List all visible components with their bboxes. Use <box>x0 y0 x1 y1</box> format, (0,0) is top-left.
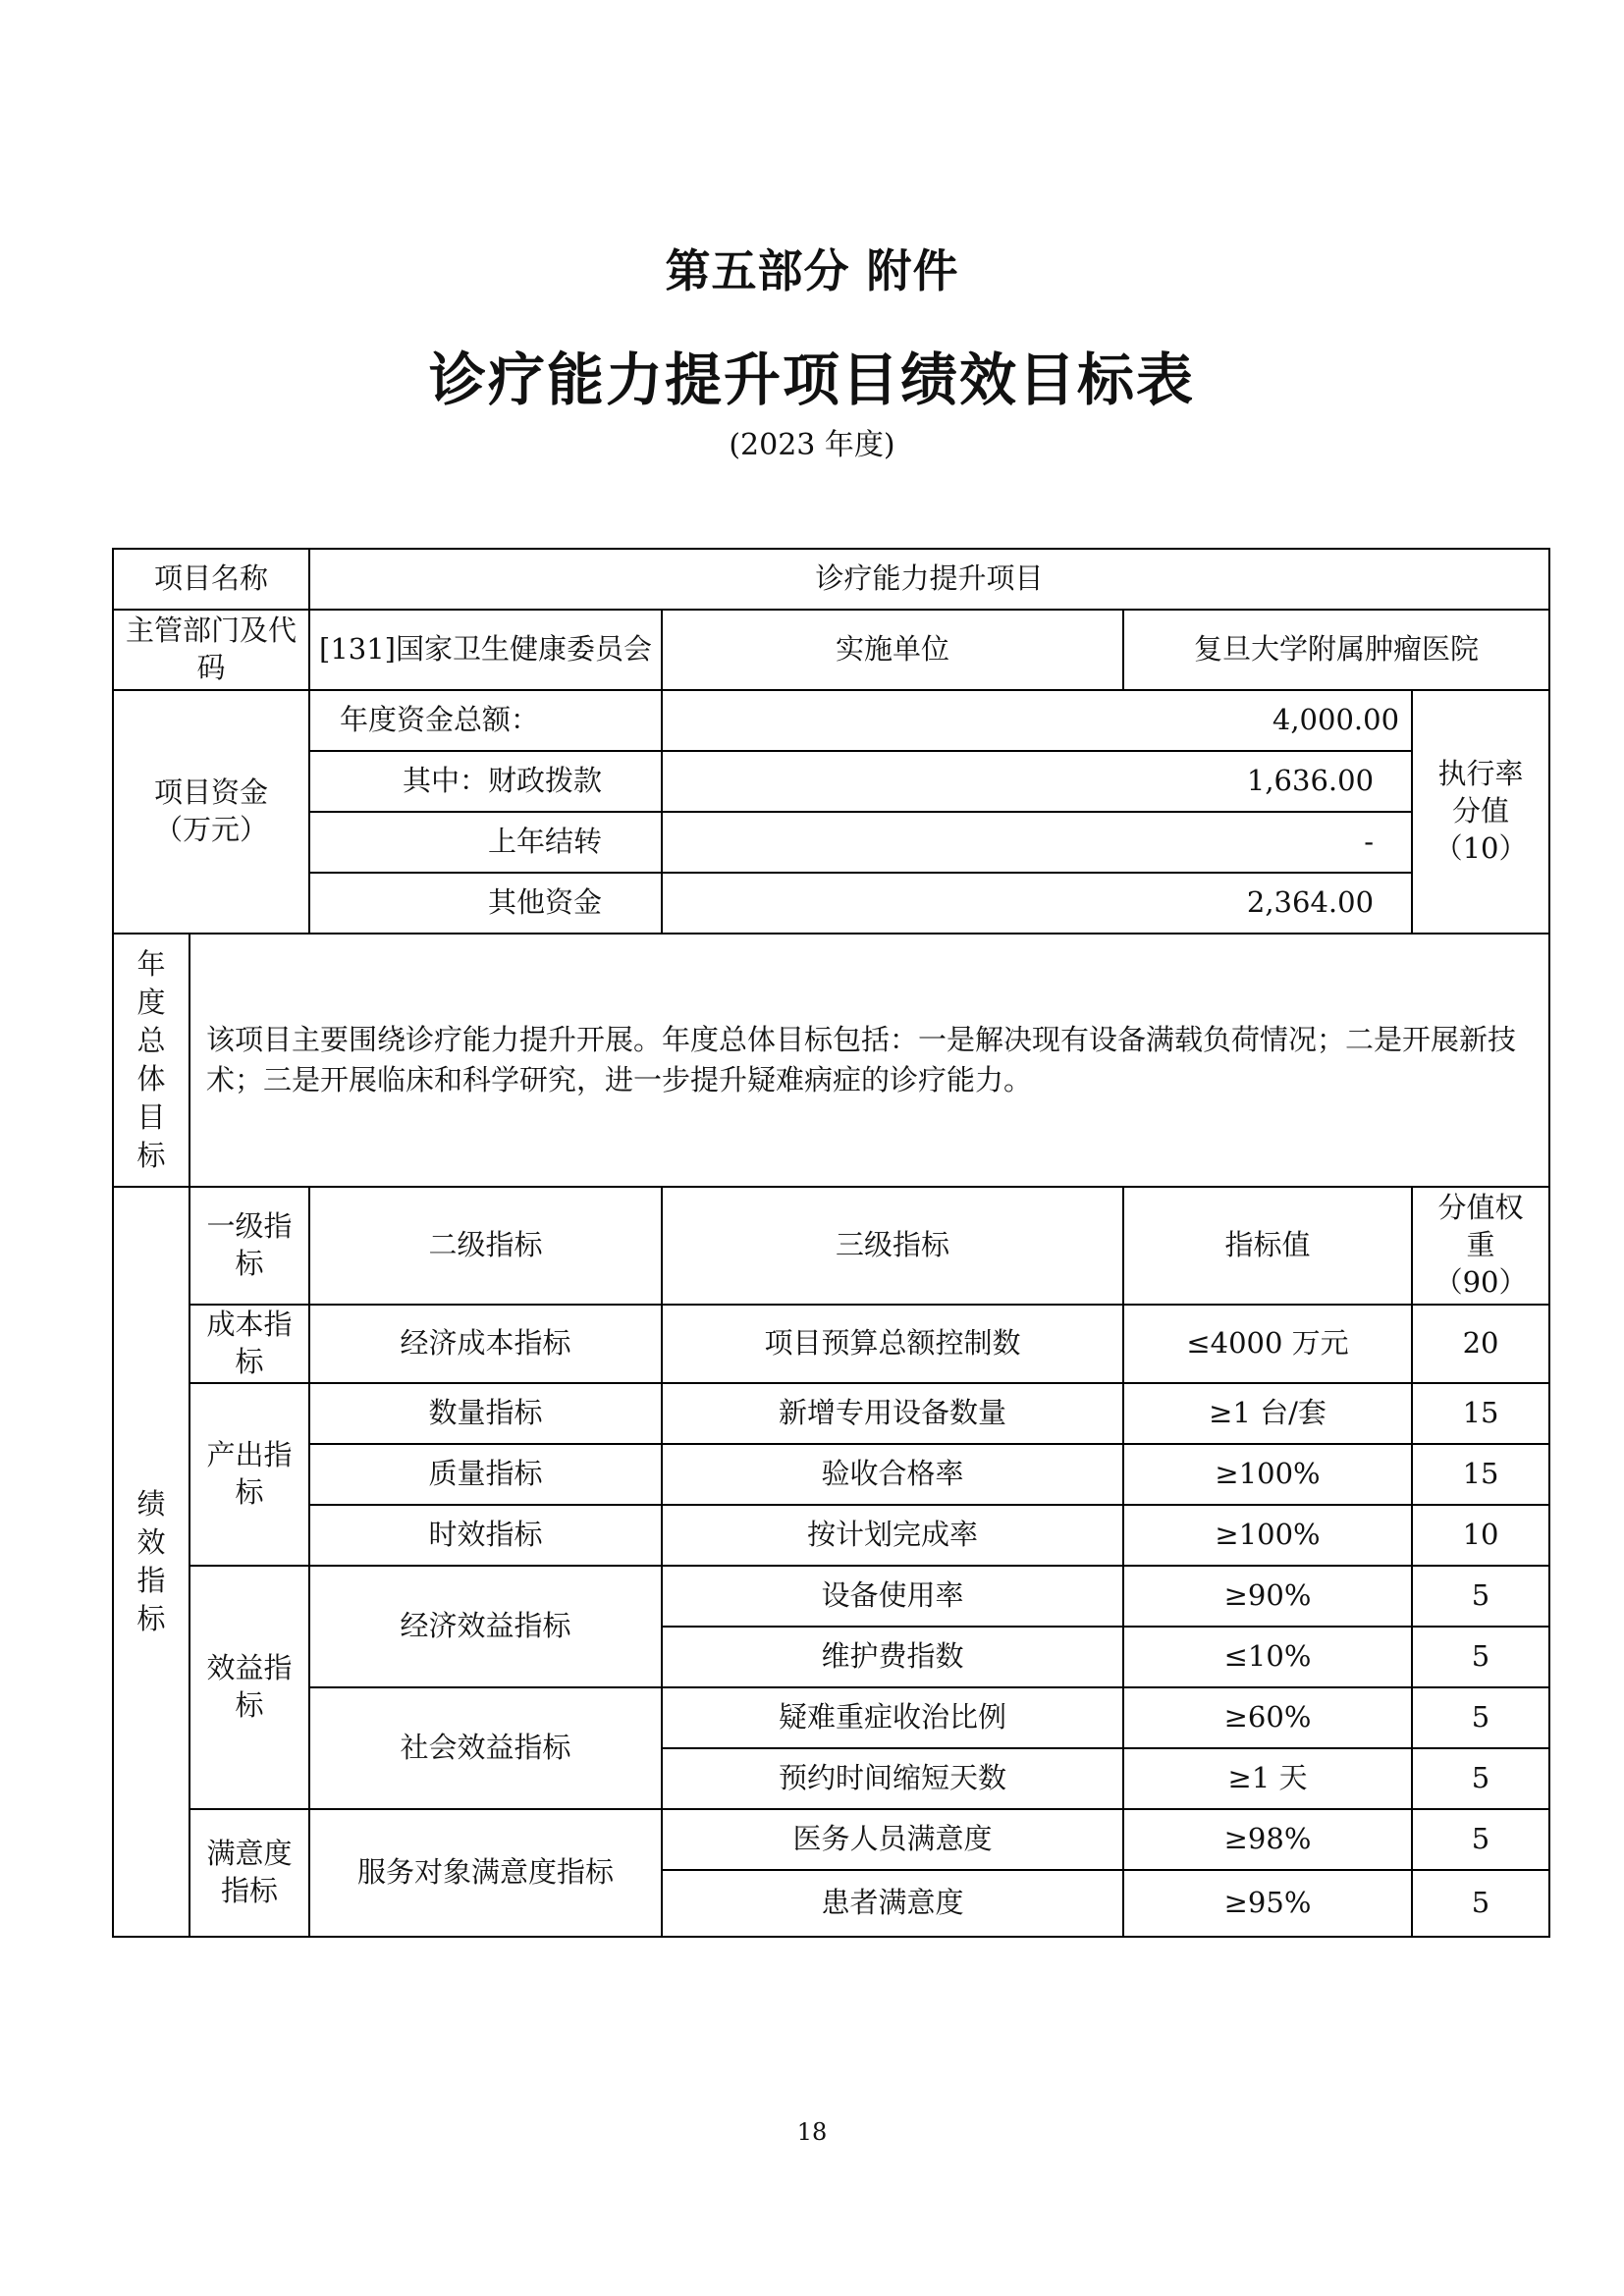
satisfaction-level1-line2: 指标 <box>221 1874 279 1907</box>
execution-rate-line2: 分值 <box>1452 794 1510 828</box>
output-weight: 10 <box>1412 1505 1549 1566</box>
year-label: (2023 年度) <box>729 428 895 462</box>
indicator-row <box>113 1809 1549 1870</box>
project-name-value: 诊疗能力提升项目 <box>309 549 1549 610</box>
cost-level1-line1: 成本指 <box>206 1308 293 1342</box>
annual-target-label-char: 总 <box>136 1023 166 1057</box>
indicator-header-row <box>113 1187 1549 1305</box>
implementing-unit-label: 实施单位 <box>662 610 1123 690</box>
annual-target-label-char: 年 <box>136 946 166 981</box>
benefit-value: ≥90% <box>1123 1566 1412 1627</box>
benefit-value: ≤10% <box>1123 1627 1412 1687</box>
funds-total-label: 年度资金总额： <box>309 690 662 751</box>
page-number: 18 <box>796 2118 828 2146</box>
indicators-side-label-char: 绩 <box>136 1486 166 1521</box>
indicator-row <box>113 1687 1549 1748</box>
page-title: 诊疗能力提升项目绩效目标表 <box>428 347 1195 413</box>
indicators-side-label <box>113 1187 189 1937</box>
department-row <box>113 610 1549 690</box>
cost-level1 <box>189 1305 309 1383</box>
level3-header: 三级指标 <box>662 1187 1123 1305</box>
cost-value: ≤4000 万元 <box>1123 1305 1412 1383</box>
funds-fiscal-label: 其中：财政拨款 <box>309 751 662 812</box>
execution-rate-line1: 执行率 <box>1437 757 1524 791</box>
benefit-value: ≥60% <box>1123 1687 1412 1748</box>
output-level3: 验收合格率 <box>662 1444 1123 1505</box>
benefit-weight: 5 <box>1412 1687 1549 1748</box>
annual-target-label-char: 标 <box>136 1139 166 1173</box>
benefit-level1-line1: 效益指 <box>206 1651 293 1685</box>
benefit-weight: 5 <box>1412 1566 1549 1627</box>
output-level1 <box>189 1383 309 1566</box>
level1-header-line2: 标 <box>235 1247 264 1280</box>
satisfaction-weight: 5 <box>1412 1809 1549 1870</box>
output-value: ≥100% <box>1123 1444 1412 1505</box>
output-level2: 数量指标 <box>309 1383 662 1444</box>
benefit-level3: 疑难重症收治比例 <box>662 1687 1123 1748</box>
output-value: ≥100% <box>1123 1505 1412 1566</box>
indicator-row <box>113 1383 1549 1444</box>
level1-header-line1: 一级指 <box>206 1209 293 1244</box>
project-name-row <box>113 549 1549 610</box>
indicators-side-label-char: 指 <box>136 1564 166 1597</box>
benefit-level3: 设备使用率 <box>662 1566 1123 1627</box>
satisfaction-level3: 患者满意度 <box>662 1870 1123 1937</box>
output-level3: 新增专用设备数量 <box>662 1383 1123 1444</box>
funds-label-line2: （万元） <box>154 813 269 846</box>
level2-header: 二级指标 <box>309 1187 662 1305</box>
weight-header <box>1412 1187 1549 1305</box>
social-benefit-level2: 社会效益指标 <box>309 1687 662 1809</box>
output-value: ≥1 台/套 <box>1123 1383 1412 1444</box>
funds-carryover-label: 上年结转 <box>309 812 662 873</box>
funds-fiscal-value: 1,636.00 <box>662 751 1412 812</box>
funds-row <box>113 690 1549 751</box>
execution-rate-line3: （10） <box>1434 830 1528 865</box>
annual-target-label <box>113 934 189 1187</box>
implementing-unit-value: 复旦大学附属肿瘤医院 <box>1123 610 1549 690</box>
indicator-row <box>113 1505 1549 1566</box>
level1-header <box>189 1187 309 1305</box>
benefit-weight: 5 <box>1412 1748 1549 1809</box>
funds-row <box>113 751 1549 812</box>
output-weight: 15 <box>1412 1383 1549 1444</box>
funds-other-label: 其他资金 <box>309 873 662 934</box>
weight-header-line2: 重 <box>1466 1228 1495 1262</box>
performance-target-table <box>112 548 1550 1938</box>
project-name-label: 项目名称 <box>113 549 309 610</box>
indicator-row <box>113 1444 1549 1505</box>
indicator-row <box>113 1305 1549 1383</box>
funds-carryover-value: - <box>662 812 1412 873</box>
funds-row <box>113 873 1549 934</box>
indicators-side-label-char: 效 <box>136 1524 166 1559</box>
funds-row <box>113 812 1549 873</box>
satisfaction-value: ≥95% <box>1123 1870 1412 1937</box>
benefit-value: ≥1 天 <box>1123 1748 1412 1809</box>
execution-rate-score <box>1412 690 1549 934</box>
satisfaction-level3: 医务人员满意度 <box>662 1809 1123 1870</box>
benefit-level3: 预约时间缩短天数 <box>662 1748 1123 1809</box>
department-label: 主管部门及代码 <box>113 610 309 690</box>
output-level1-line1: 产出指 <box>206 1438 293 1472</box>
annual-target-text: 该项目主要围绕诊疗能力提升开展。年度总体目标包括：一是解决现有设备满载负荷情况；二是开展新技术；三是开展临床和科学研究，进一步提升疑难病症的诊疗能力。 <box>189 934 1549 1187</box>
economic-benefit-level2: 经济效益指标 <box>309 1566 662 1687</box>
output-level1-line2: 标 <box>235 1475 264 1509</box>
cost-level2: 经济成本指标 <box>309 1305 662 1383</box>
funds-total-value: 4,000.00 <box>662 690 1412 751</box>
annual-target-label-char: 度 <box>136 985 166 1019</box>
department-value: [131]国家卫生健康委员会 <box>309 610 662 690</box>
output-level2: 质量指标 <box>309 1444 662 1505</box>
annual-target-label-char: 体 <box>136 1062 166 1095</box>
annual-target-row <box>113 934 1549 1187</box>
output-level2: 时效指标 <box>309 1505 662 1566</box>
satisfaction-value: ≥98% <box>1123 1809 1412 1870</box>
cost-level1-line2: 标 <box>235 1345 264 1378</box>
funds-other-value: 2,364.00 <box>662 873 1412 934</box>
satisfaction-level1-line1: 满意度 <box>206 1837 293 1871</box>
weight-header-line3: （90） <box>1434 1264 1528 1299</box>
output-level3: 按计划完成率 <box>662 1505 1123 1566</box>
benefit-weight: 5 <box>1412 1627 1549 1687</box>
satisfaction-weight: 5 <box>1412 1870 1549 1937</box>
annual-target-label-char: 目 <box>136 1100 166 1135</box>
output-weight: 15 <box>1412 1444 1549 1505</box>
benefit-level1 <box>189 1566 309 1809</box>
benefit-level1-line2: 标 <box>235 1688 264 1722</box>
benefit-level3: 维护费指数 <box>662 1627 1123 1687</box>
cost-level3: 项目预算总额控制数 <box>662 1305 1123 1383</box>
funds-label-line1: 项目资金 <box>154 775 269 810</box>
indicator-row <box>113 1566 1549 1627</box>
indicators-side-label-char: 标 <box>136 1602 166 1636</box>
funds-label <box>113 690 309 934</box>
weight-header-line1: 分值权 <box>1437 1191 1524 1225</box>
cost-weight: 20 <box>1412 1305 1549 1383</box>
part-title: 第五部分 附件 <box>665 244 959 297</box>
value-header: 指标值 <box>1123 1187 1412 1305</box>
satisfaction-level2: 服务对象满意度指标 <box>309 1809 662 1937</box>
satisfaction-level1 <box>189 1809 309 1937</box>
